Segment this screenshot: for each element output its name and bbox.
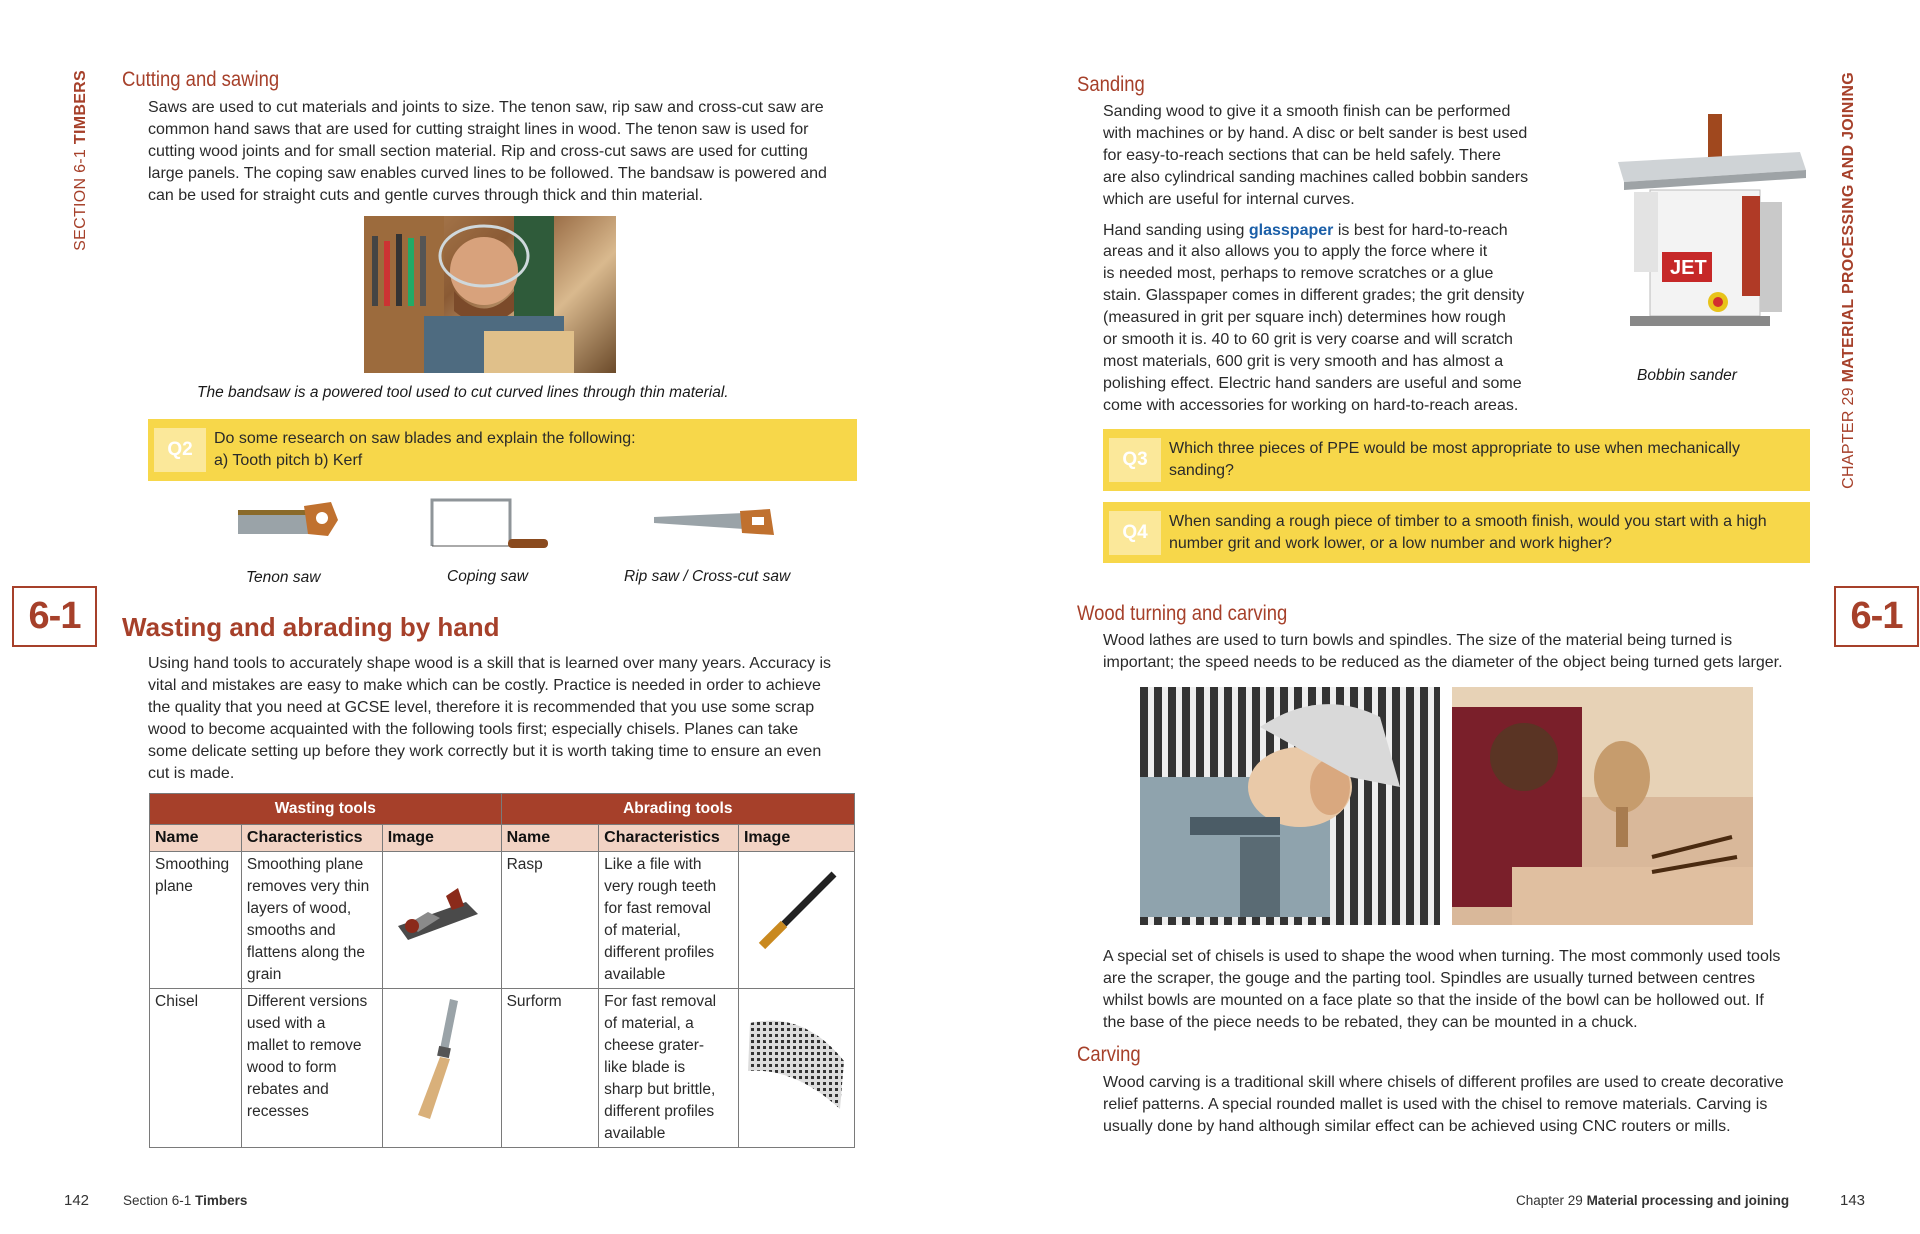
q3-line2: sanding? <box>1169 462 1234 479</box>
tenon-saw-caption: Tenon saw <box>246 569 321 586</box>
section-label-vertical: SECTION 6-1 TIMBERS <box>72 70 89 251</box>
cell-characteristics: Smoothing plane removes very thin layers of wood, smooths and flattens along the grain <box>241 852 382 989</box>
footer-right: Chapter 29 Material processing and joining <box>1516 1193 1790 1208</box>
page-number-right: 143 <box>1840 1192 1866 1209</box>
machine-brand-label: JET <box>1670 257 1707 279</box>
question-q4 <box>1103 502 1810 563</box>
tenon-saw-image <box>236 498 341 548</box>
q2-line2: a) Tooth pitch b) Kerf <box>214 452 363 469</box>
section-tab-left: 6-1 <box>12 586 97 647</box>
sanding-heading: Sanding <box>1077 73 1145 96</box>
cell-image <box>738 852 854 989</box>
wood-carving-photo <box>1452 687 1753 925</box>
cell-name: Chisel <box>150 989 242 1148</box>
q3-number: Q3 <box>1109 438 1161 482</box>
turning-heading: Wood turning and carving <box>1077 602 1288 625</box>
chapter-label-vertical: CHAPTER 29 MATERIAL PROCESSING AND JOINING <box>1840 72 1857 489</box>
cutting-heading: Cutting and sawing <box>122 68 280 91</box>
q4-line1: When sanding a rough piece of timber to a smooth finish, would you start with a high <box>1169 512 1767 530</box>
footer-left: Section 6-1 Timbers <box>123 1193 248 1208</box>
table-row <box>150 989 855 1148</box>
col-characteristics: Characteristics <box>241 825 382 852</box>
cell-name: Smoothing plane <box>150 852 242 989</box>
q3-line1: Which three pieces of PPE would be most appropriate to use when mechanically <box>1169 440 1740 457</box>
coping-saw-image <box>428 494 558 552</box>
cell-characteristics: Like a file with very rough teeth for fast removal of material, different profiles available <box>599 852 739 989</box>
rip-saw-caption: Rip saw / Cross-cut saw <box>624 568 791 585</box>
cell-image <box>382 989 501 1148</box>
cell-characteristics: Different versions used with a mallet to remove wood to form rebates and recesses <box>241 989 382 1148</box>
cutting-text: Saws are used to cut materials and joints to size. The tenon saw, rip saw and cross-cut saw are common hand saws that are used for cutting straight lines in wood. The tenon saw is used for cutting wood joints and for small section material. Rip and cross-cut saws are used for cutting large panels. The coping saw enables curved lines to be followed. The bandsaw is powered and can be used for straight cuts and gentle curves through thick and thin material. <box>148 99 827 204</box>
abrading-tools-header: Abrading tools <box>501 794 854 825</box>
wasting-heading: Wasting and abrading by hand <box>122 612 500 642</box>
bobbin-sander-image <box>1570 112 1810 342</box>
q4-line2: number grit and work lower, or a low number and work higher? <box>1169 534 1612 552</box>
question-q3 <box>1103 429 1810 491</box>
cell-name: Surform <box>501 989 599 1148</box>
carving-heading: Carving <box>1077 1043 1141 1066</box>
sanding-text: Sanding wood to give it a smooth finish can be performed with machines or by hand. A disc or belt sander is best used for easy-to-reach sections that can be held safely. There are also cylindrical sanding machines called bobbin sanders which are useful for internal curves. Hand sanding using glasspaper is best for hard-to-reach areas and it also allows you to apply the force where it is needed most, perhaps to remove scratches or a glue stain. Glasspaper comes in different grades; the grit density (measured in grit per square inch) determines how rough or smooth it is. 40 to 60 grit is very coarse and will scratch most materials, 600 grit is very smooth and has almost a polishing effect. Electric hand sanders are useful and some come with accessories for working on hard-to-reach areas. <box>1103 103 1529 414</box>
q4-number: Q4 <box>1109 511 1161 555</box>
bandsaw-caption: The bandsaw is a powered tool used to cut curved lines through thin material. <box>197 384 729 401</box>
cell-characteristics: For fast removal of material, a cheese grater- like blade is sharp but brittle, different profiles available <box>599 989 739 1148</box>
col-name: Name <box>150 825 242 852</box>
glossary-keyword: glasspaper <box>1248 221 1334 239</box>
q2-line1: Do some research on saw blades and explain the following: <box>214 430 636 447</box>
rip-saw-image <box>652 509 777 544</box>
cell-name: Rasp <box>501 852 599 989</box>
table-row <box>150 852 855 989</box>
carving-text: Wood carving is a traditional skill where chisels of different profiles are used to create decorative relief patterns. A special rounded mallet is used with the chisel to remove materials. Carving is usually done by hand although similar effect can be achieved using CNC routers or mills. <box>1103 1074 1784 1135</box>
page-number-left: 142 <box>64 1192 90 1209</box>
smoothing-plane-image <box>388 854 488 964</box>
col-image: Image <box>738 825 854 852</box>
wood-turning-photo <box>1140 687 1440 925</box>
wasting-text: Using hand tools to accurately shape wood is a skill that is learned over many years. Accuracy is vital and mistakes are easy to make which can be costly. Practice is needed in order to achieve the quality that you need at GCSE level, therefore it is recommended that you use some scrap wood to become acquainted with the following tools first; especially chisels. Planes can take some delicate setting up before they work correctly but it is worth taking time to ensure an even cut is made. <box>148 655 831 782</box>
wasting-tools-header: Wasting tools <box>150 794 502 825</box>
rasp-image <box>744 854 844 964</box>
surform-image <box>744 991 848 1136</box>
coping-saw-caption: Coping saw <box>447 568 528 585</box>
section-tab-right: 6-1 <box>1834 586 1919 647</box>
bandsaw-photo <box>364 216 616 373</box>
cell-image <box>382 852 501 989</box>
question-q2 <box>148 419 857 481</box>
col-name: Name <box>501 825 599 852</box>
chisel-image <box>388 991 488 1136</box>
col-image: Image <box>382 825 501 852</box>
cell-image <box>738 989 854 1148</box>
turning-text-2: A special set of chisels is used to shape the wood when turning. The most commonly used tools are the scraper, the gouge and the parting tool. Spindles are usually turned between centres whilst bowls are mounted on a face plate so that the inside of the bowl can be hollowed out. If the base of the piece needs to be rebated, they can be mounted in a chuck. <box>1103 948 1781 1031</box>
col-characteristics: Characteristics <box>599 825 739 852</box>
tools-table <box>149 793 855 1148</box>
q2-number: Q2 <box>154 428 206 472</box>
bobbin-sander-caption: Bobbin sander <box>1637 367 1737 384</box>
turning-text: Wood lathes are used to turn bowls and spindles. The size of the material being turned is important; the speed needs to be reduced as the diameter of the object being turned gets larger. <box>1103 632 1783 671</box>
